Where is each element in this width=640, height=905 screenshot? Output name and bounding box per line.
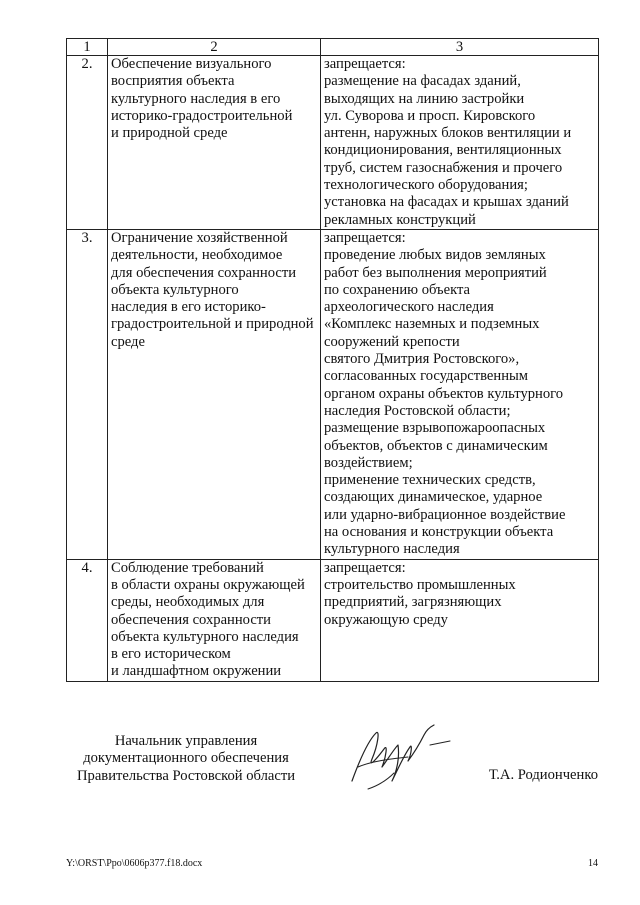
position-line: Правительства Ростовской области <box>76 767 296 784</box>
requirement-line: установка на фасадах и крышах зданий <box>324 194 569 211</box>
requirement-line: на основания и конструкции объекта <box>324 524 554 541</box>
measure-line: историко-градостроительной <box>111 107 293 124</box>
measure-line: Ограничение хозяйственной <box>111 229 288 246</box>
measure-cell <box>108 559 321 681</box>
signature-block <box>66 733 598 793</box>
measure-line: и природной среде <box>111 125 228 142</box>
requirements-cell <box>321 559 599 681</box>
requirement-line: размещение на фасадах зданий, <box>324 73 521 90</box>
measure-line: наследия в его историко- <box>111 299 266 316</box>
measure-cell <box>108 56 321 230</box>
measure-line: Соблюдение требований <box>111 559 264 576</box>
row-number: 3. <box>67 229 108 559</box>
requirement-line: или ударно-вибрационное воздействие <box>324 506 566 523</box>
requirement-line: применение технических средств, <box>324 472 536 489</box>
measure-cell <box>108 229 321 559</box>
measure-line: среды, необходимых для <box>111 594 265 611</box>
requirement-line: запрещается: <box>324 559 406 576</box>
requirement-line: работ без выполнения мероприятий <box>324 264 547 281</box>
requirements-cell <box>321 229 599 559</box>
requirement-line: запрещается: <box>324 56 406 72</box>
signatory-name: Т.А. Родионченко <box>488 767 598 783</box>
requirement-line: строительство промышленных <box>324 576 516 593</box>
column-header-1: 1 <box>67 39 108 56</box>
position-line: документационного обеспечения <box>83 750 289 767</box>
requirement-line: наследия Ростовской области; <box>324 402 511 419</box>
requirement-line: святого Дмитрия Ростовского», <box>324 351 520 368</box>
requirement-line: предприятий, загрязняющих <box>324 594 502 611</box>
measure-line: градостроительной и природной <box>111 316 314 333</box>
requirement-line: воздействием; <box>324 454 413 471</box>
measure-line: восприятия объекта <box>111 73 235 90</box>
requirement-line: технологического оборудования; <box>324 177 528 194</box>
column-header-2: 2 <box>108 39 321 56</box>
requirement-line: культурного наследия <box>324 541 460 558</box>
signatory-position <box>66 733 306 785</box>
requirement-line: запрещается: <box>324 229 406 246</box>
measure-line: обеспечения сохранности <box>111 611 271 628</box>
requirement-line: окружающую среду <box>324 611 448 628</box>
requirement-line: выходящих на линию застройки <box>324 90 525 107</box>
requirement-line: рекламных конструкций <box>324 211 476 228</box>
measure-line: и ландшафтном окружении <box>111 663 282 680</box>
row-number: 4. <box>67 559 108 681</box>
requirement-line: размещение взрывопожароопасных <box>324 420 546 437</box>
requirement-line: ул. Суворова и просп. Кировского <box>324 107 536 124</box>
measure-line: объекта культурного <box>111 281 239 298</box>
requirement-line: проведение любых видов земляных <box>324 247 546 264</box>
requirement-line: сооружений крепости <box>324 333 460 350</box>
row-number: 2. <box>67 56 108 230</box>
measure-line: культурного наследия в его <box>111 90 281 107</box>
requirements-table <box>66 38 599 682</box>
column-header-3: 3 <box>321 39 599 56</box>
measure-line: в его историческом <box>111 646 231 663</box>
handwritten-signature <box>338 719 458 799</box>
requirement-line: согласованных государственным <box>324 368 529 385</box>
requirement-line: создающих динамическое, ударное <box>324 489 543 506</box>
requirement-line: органом охраны объектов культурного <box>324 385 564 402</box>
measure-line: для обеспечения сохранности <box>111 264 297 281</box>
requirement-line: объектов, объектов с динамическим <box>324 437 548 454</box>
measure-line: Обеспечение визуального <box>111 56 272 72</box>
requirement-line: антенн, наружных блоков вентиляции и <box>324 125 572 142</box>
table-row <box>67 229 599 559</box>
requirement-line: кондиционирования, вентиляционных <box>324 142 562 159</box>
measure-line: среде <box>111 333 145 350</box>
requirement-line: по сохранению объекта <box>324 281 471 298</box>
page-number: 14 <box>588 858 598 869</box>
requirement-line: «Комплекс наземных и подземных <box>324 316 540 333</box>
requirements-cell <box>321 56 599 230</box>
measure-line: в области охраны окружающей <box>111 576 305 593</box>
position-line: Начальник управления <box>114 733 258 749</box>
requirement-line: труб, систем газоснабжения и прочего <box>324 159 563 176</box>
measure-line: деятельности, необходимое <box>111 247 283 264</box>
table-row <box>67 559 599 681</box>
file-path: Y:\ORST\Ppo\0606p377.f18.docx <box>66 858 203 869</box>
table-row <box>67 56 599 230</box>
requirement-line: археологического наследия <box>324 299 494 316</box>
table-header-row <box>67 39 599 56</box>
measure-line: объекта культурного наследия <box>111 628 299 645</box>
